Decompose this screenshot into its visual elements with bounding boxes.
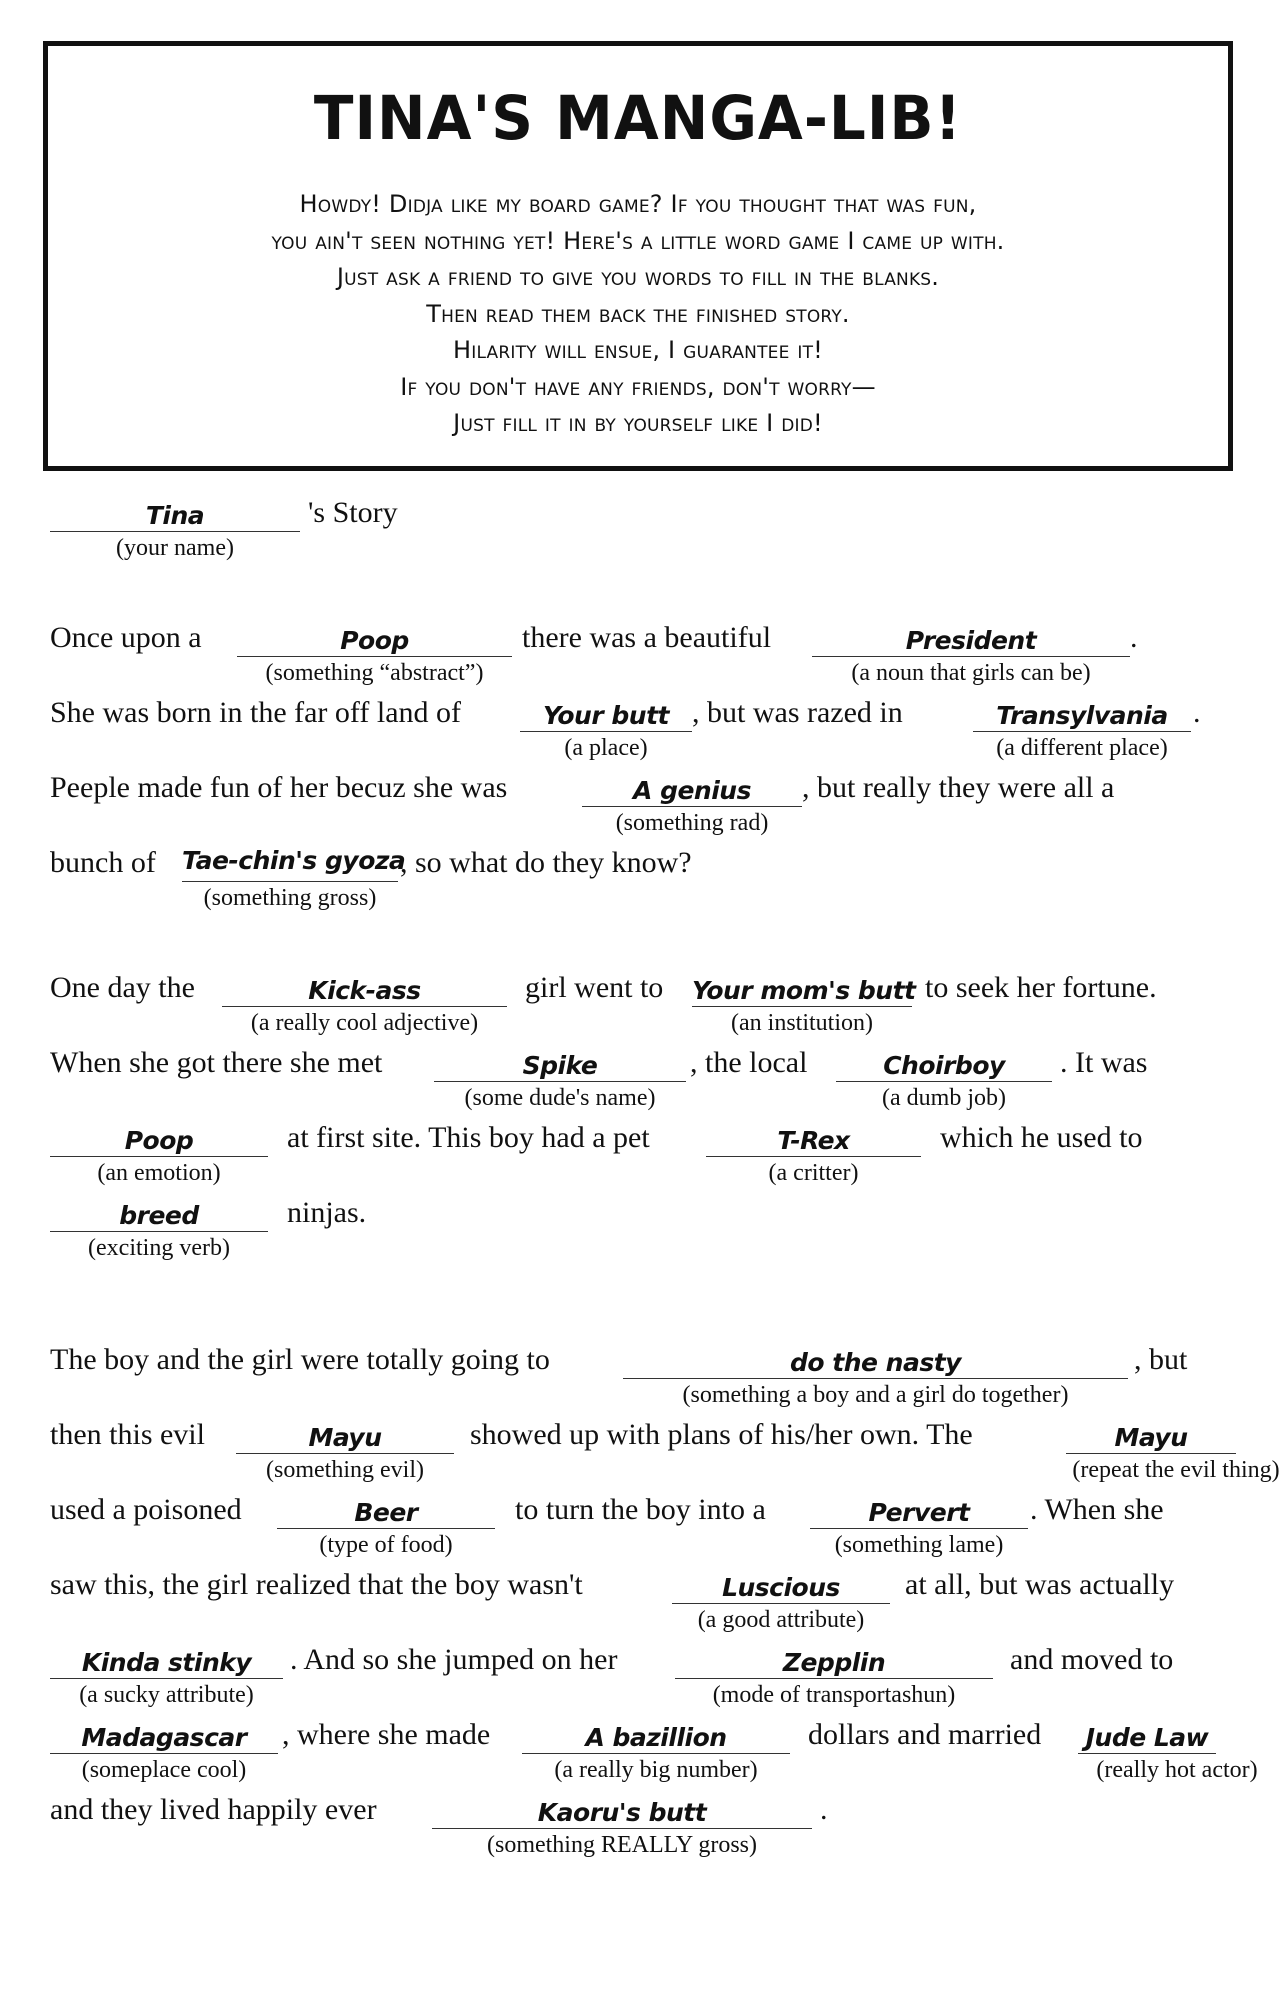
blank-something-abstract[interactable]: [237, 620, 512, 686]
blank-hint: (a dumb job): [882, 1085, 1006, 1111]
story-text: When she got there she met: [50, 1046, 383, 1079]
blank-hint: (something lame): [834, 1532, 1004, 1558]
blank-someplace-cool[interactable]: [50, 1717, 278, 1783]
blank-hint: (something evil): [266, 1457, 424, 1483]
story-text: She was born in the far off land of: [50, 696, 462, 729]
blank-boy-girl-together[interactable]: [623, 1342, 1128, 1408]
story-text: . And so she jumped on her: [290, 1643, 618, 1676]
blank-hint: (a different place): [996, 735, 1168, 761]
blank-type-of-food[interactable]: [277, 1492, 495, 1558]
story-text: to turn the boy into a: [515, 1493, 766, 1526]
fill-value: Luscious: [722, 1573, 840, 1602]
fill-value: Your butt: [543, 701, 669, 730]
story-text: Once upon a: [50, 621, 202, 654]
blank-dumb-job[interactable]: [836, 1045, 1052, 1111]
story-text: One day the: [50, 971, 195, 1004]
fill-value: Poop: [340, 626, 409, 655]
fill-value: Mayu: [308, 1423, 382, 1452]
blank-good-attribute[interactable]: [672, 1567, 890, 1633]
intro-line: Hilarity will ensue, I guarantee it!: [453, 336, 823, 364]
blank-hint: (something gross): [203, 885, 377, 911]
intro-line: you ain't seen nothing yet! Here's a little word game I came up with.: [271, 226, 1005, 255]
story-text: at all, but was actually: [905, 1568, 1175, 1601]
blank-sucky-attribute[interactable]: [50, 1642, 283, 1708]
story-text: .: [820, 1793, 828, 1826]
fill-value: Spike: [522, 1051, 598, 1080]
story-text: dollars and married: [808, 1718, 1042, 1751]
blank-cool-adjective[interactable]: [222, 970, 507, 1036]
story-text: , the local: [690, 1046, 808, 1079]
blank-exciting-verb[interactable]: [50, 1195, 268, 1261]
intro-line: Howdy! Didja like my board game? If you thought that was fun,: [299, 190, 977, 218]
blank-hint: (really hot actor): [1096, 1757, 1258, 1783]
blank-hint: (a good attribute): [697, 1607, 865, 1633]
blank-hint: (someplace cool): [81, 1757, 247, 1783]
story-text: which he used to: [940, 1121, 1143, 1154]
story-text: used a poisoned: [50, 1493, 242, 1526]
fill-value: Zepplin: [782, 1648, 886, 1677]
intro-line: Just fill it in by yourself like I did!: [453, 409, 823, 437]
story-text: . When she: [1030, 1493, 1164, 1526]
blank-repeat-evil-thing[interactable]: [1066, 1417, 1280, 1483]
intro-text: [48, 186, 1228, 442]
blank-hint: (a really cool adjective): [250, 1010, 479, 1036]
fill-value: President: [905, 626, 1037, 655]
fill-value: do the nasty: [790, 1348, 961, 1377]
fill-value: Mayu: [1114, 1423, 1188, 1452]
story-text: saw this, the girl realized that the boy wasn't: [50, 1568, 583, 1601]
intro-box: [43, 41, 1233, 471]
blank-hint: (an institution): [731, 1010, 873, 1036]
story-title-suffix: 's Story: [308, 496, 398, 529]
blank-your-name[interactable]: [50, 495, 300, 561]
blank-hint: (a sucky attribute): [79, 1682, 254, 1708]
fill-value: Poop: [124, 1126, 194, 1155]
blank-hint: (some dude's name): [464, 1085, 656, 1111]
blank-transportation[interactable]: [675, 1642, 993, 1708]
fill-value: Tae-chin's gyoza: [182, 846, 406, 875]
story-text: Peeple made fun of her becuz she was: [50, 771, 508, 804]
story-text: , but really they were all a: [802, 771, 1115, 804]
blank-a-critter[interactable]: [706, 1120, 921, 1186]
fill-value: T-Rex: [777, 1126, 850, 1155]
blank-different-place[interactable]: [973, 695, 1191, 761]
story-text: .: [1130, 621, 1138, 654]
blank-institution[interactable]: [692, 970, 916, 1036]
fill-value: Kaoru's butt: [537, 1798, 707, 1827]
blank-hint: (a place): [564, 735, 648, 761]
blank-hint: (an emotion): [97, 1160, 221, 1186]
fill-value: A genius: [633, 776, 751, 805]
story-text: to seek her fortune.: [925, 971, 1157, 1004]
blank-something-gross[interactable]: [182, 845, 406, 911]
story-text: girl went to: [525, 971, 664, 1004]
blank-an-emotion[interactable]: [50, 1120, 268, 1186]
page-title: TINA'S MANGA-LIB!: [313, 82, 963, 154]
blank-really-gross[interactable]: [432, 1792, 812, 1858]
story-text: The boy and the girl were totally going to: [50, 1343, 550, 1376]
blank-hint: (something REALLY gross): [486, 1832, 757, 1858]
fill-value: Kinda stinky: [81, 1648, 252, 1677]
blank-noun-girls[interactable]: [812, 620, 1130, 686]
blank-hint: (type of food): [319, 1532, 453, 1558]
fill-value: Your mom's butt: [692, 976, 916, 1005]
fill-value: Kick-ass: [308, 976, 421, 1005]
blank-something-evil[interactable]: [236, 1417, 454, 1483]
blank-hint: (mode of transportashun): [712, 1682, 956, 1708]
story-text: . It was: [1060, 1046, 1148, 1079]
blank-hint: (a really big number): [554, 1757, 758, 1783]
blank-hint: (a critter): [768, 1160, 859, 1186]
blank-hot-actor[interactable]: [1078, 1717, 1258, 1783]
blank-hint: (your name): [116, 535, 234, 561]
blank-something-lame[interactable]: [810, 1492, 1028, 1558]
blank-something-rad[interactable]: [582, 770, 802, 836]
blank-hint: (repeat the evil thing): [1072, 1457, 1280, 1483]
blank-hint: (exciting verb): [88, 1235, 230, 1261]
fill-value: Jude Law: [1085, 1723, 1209, 1752]
story-text: , so what do they know?: [400, 846, 692, 879]
intro-line: Then read them back the finished story.: [426, 299, 850, 328]
intro-line: If you don't have any friends, don't worry—: [400, 372, 876, 401]
story-text: , but: [1134, 1343, 1188, 1376]
blank-a-place[interactable]: [520, 695, 692, 761]
blank-big-number[interactable]: [522, 1717, 790, 1783]
blank-hint: (something rad): [615, 810, 769, 836]
fill-value: A bazillion: [585, 1723, 727, 1752]
story-text: then this evil: [50, 1418, 205, 1451]
fill-value: Madagascar: [81, 1723, 247, 1752]
fill-value: Pervert: [868, 1498, 970, 1527]
story-text: , where she made: [282, 1718, 491, 1751]
story-text: ninjas.: [287, 1196, 367, 1229]
blank-hint: (a noun that girls can be): [851, 660, 1091, 686]
blank-hint: (something “abstract”): [265, 660, 484, 686]
story-text: there was a beautiful: [522, 621, 772, 654]
story-text: .: [1193, 696, 1201, 729]
fill-value: Transylvania: [996, 701, 1168, 730]
fill-value: breed: [119, 1201, 199, 1230]
story-text: showed up with plans of his/her own. The: [470, 1418, 973, 1451]
story-text: bunch of: [50, 846, 156, 879]
fill-value: Beer: [354, 1498, 418, 1527]
fill-value: Choirboy: [883, 1051, 1005, 1080]
story-text: and they lived happily ever: [50, 1793, 377, 1826]
blank-dude-name[interactable]: [434, 1045, 686, 1111]
story-text: at first site. This boy had a pet: [287, 1121, 650, 1154]
story-text: , but was razed in: [692, 696, 903, 729]
intro-line: Just ask a friend to give you words to fill in the blanks.: [336, 263, 940, 291]
blank-hint: (something a boy and a girl do together): [682, 1382, 1069, 1408]
fill-value: Tina: [145, 501, 205, 530]
story-text: and moved to: [1010, 1643, 1174, 1676]
